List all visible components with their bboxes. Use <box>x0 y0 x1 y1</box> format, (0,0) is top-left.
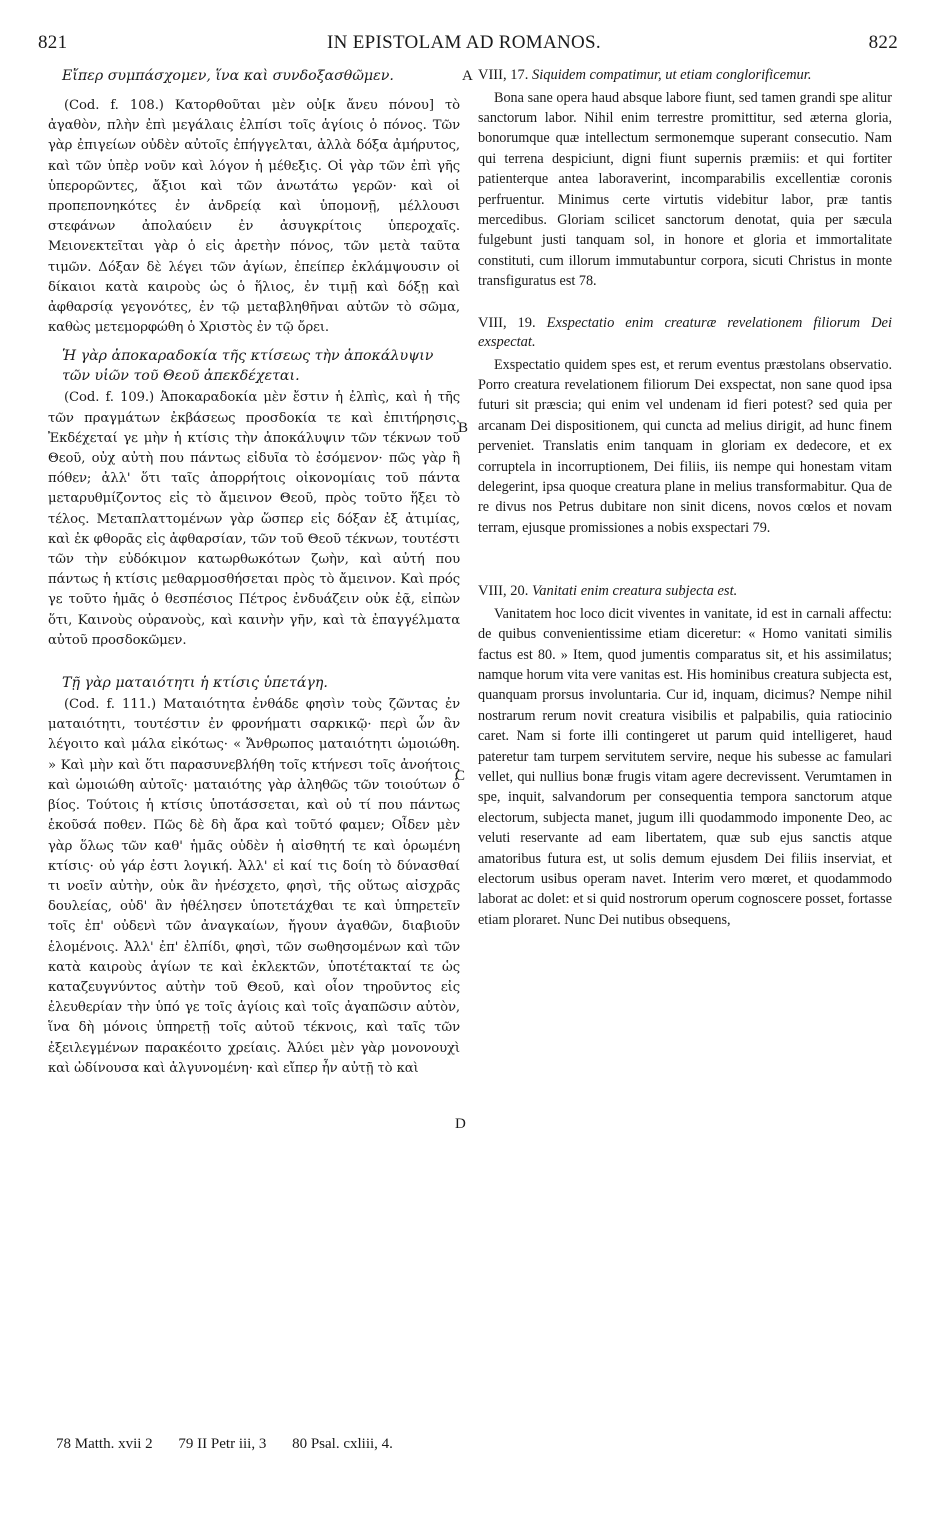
verse-reference: VIII, 20. <box>478 583 529 600</box>
section-marker-c: C <box>455 768 466 784</box>
verse-reference: VIII, 19. <box>478 314 536 331</box>
latin-commentary-2: Exspectatio quidem spes est, et rerum eventus præstolans observatio. Porro creatura revelationem filiorum Dei exspectat, non sane quod ipsa futuri sit præscia; qui enim vel undenam id fieri potest? sed quia per arcanam Dei dispositionem, qui cuncta ad melius dirigit, ad hunc finem perveniet. Translatis enim tanquam in gloriam ex dedecore, et ex corruptela in incorruptionem, Dei filiis, iis nempe qui honestam vitam delegerint, ipsa quoque creatura plane in melius transformabitur. Qua de re divus nos Petrus dubitare non sinit dicens, novos cœlos et novam terram, ejusque promissiones a nobis exspectari 79. <box>478 356 892 536</box>
verse-reference: VIII, 17. <box>478 67 529 83</box>
page-number-left: 821 <box>38 32 68 53</box>
lemma-text: Exspectatio enim creaturæ revelationem filiorum Dei exspectat. <box>478 314 893 351</box>
latin-lemma-3 <box>478 582 892 602</box>
latin-commentary-3: Vanitatem hoc loco dicit viventes in vanitate, id est in carnali affectu: de quibus convenientissime etiam diceretur: « Homo vanitati similis factus est 80. » Item, quod jumentis comparatus sit, et his assimilatus; namque horum vita vere vanitas est. His hominibus creatura subjecta est, quanquam prorsus involuntaria. Cur id, inquam, dicimus? Nempe nihil nostrarum rerum novit creatura visibilis et palpabilis, quia ratiocinio caret. Nam si forte illi contingeret ut parum quid intelligeret, haud pateretur tam turpem servitutem servire, neque his subesse ac famulari vellet, qui nullius bonæ frugis vitam agere decrevissent. Verumtamen in spe, inquit, salvandorum per consequentia tempora sanctorum atque electorum, subjecta manet, jugum illi quodammodo imponente Deo, ac veluti reservante ad eam libertatem, quæ sub ejus sanctis atque amatoribus futura est, ut solis demum ejusdem Dei filiis inserviat, et electorum usibus operam navet. Interim vero mœret, et quodammodo laborat ac dolet: et si quid nostrorum operum cognoscere posset, fortasse etiam ploraret. Nunc Dei nutibus obsequens, <box>478 605 892 928</box>
footnote-80: 80 Psal. cxliii, 4. <box>292 1436 393 1452</box>
latin-lemma-1 <box>478 66 892 86</box>
running-title: IN EPISTOLAM AD ROMANOS. <box>327 32 601 53</box>
section-marker-d: D <box>455 1116 466 1132</box>
latin-commentary-1: Bona sane opera haud absque labore fiunt, sed tamen grandi spe alitur sanctorum labor. Nihil enim terrestre promittitur, sed æterna gloria, bonorumque quæ intellectum sermonemque superant consecutio. Nam qui terrena despiciunt, digni fiunt supernis præmiis: et qui fortiter patienterque antea laboraverint, incomparabilis excellentiæ coronis perfruentur. Minimus certe virtutis videbitur labor, præ tantis mercedibus. Gloriam scilicet sanctorum denotat, quia per sæcula fulgebunt justi tanquam sol, in honore et gloria et immortalitate constituti, cum illorum immutabuntur corpora, sicuti Christus in monte transfiguratus est 78. <box>478 89 892 290</box>
page-number-right: 822 <box>868 32 898 53</box>
footnote-78: 78 Matth. xvii 2 <box>56 1436 153 1452</box>
latin-column <box>478 66 892 930</box>
greek-commentary-1: (Cod. f. 108.) Κατορθοῦται μὲν οὐ[κ ἄνευ πόνου] τὸ ἀγαθὸν, πλὴν ἐπὶ μεγάλαις ἐλπίσι τοῖς ἁγίοις ὁ πόνος. Τῶν γὰρ ἐπιγείων οὐδὲν αὐτοῖς ἐπήγγελται, ἀλλὰ δόξα ἀμήρυτος, καὶ τῶν ὑπὲρ νοῦν καὶ λόγον ἡ μέθεξις. Οἱ γὰρ τῶν ἐπὶ γῆς ὑπερορῶντες, ἄξιοι καὶ τῶν ἀνωτάτω γερῶν· καὶ οἱ προπεπονηκότες ἐν ἀνδρείᾳ καὶ ὑπομονῇ, μέλλουσι στεφάνων ἀπολαύειν ἐν ἀσυγκρίτοις ὑπεροχαῖς. Μειονεκτεῖται γὰρ ὁ εἰς ἀρετὴν πόνος, τῶν μετὰ ταῦτα τιμῶν. Δόξαν δὲ λέγει τῶν ἁγίων, ἐπείπερ ἐκλάμψουσιν οἱ δίκαιοι κατὰ καιροὺς ὡς ὁ ἥλιος, ἐν τιμῇ καὶ δόξῃ καὶ ἀφθαρσίᾳ γεγονότες, ἐν τῷ μεταβληθῆναι αὐτῶν τὸ σῶμα, καθὼς μετεμορφώθη ὁ Χριστὸς ἐν τῷ ὄρει. <box>48 98 460 336</box>
greek-commentary-3: (Cod. f. 111.) Ματαιότητα ἐνθάδε φησὶν τοὺς ζῶντας ἐν ματαιότητι, τουτέστιν ἐν φρονήματι σαρκικῷ· περὶ ὧν ἂν λέγοιτο καὶ μάλα εἰκότως· « Ἄνθρωπος ματαιότητι ὡμοιώθη. » Καὶ μὴν καὶ ὅτι παρασυνεβλήθη τοῖς κτήνεσι τοῖς ἀνοήτοις καὶ ὡμοιώθη αὐτοῖς· ματαιότης γὰρ ἀληθῶς τῶν τοιούτων ὁ βίος. Τούτοις ἡ κτίσις ὑποτάσσεται, καὶ οὐ τί που πάντως ἑκοῦσά ποθεν. Πῶς δὲ δὴ ἄρα καὶ τοῦτό φαμεν; Οἶδεν μὲν γὰρ ὅλως τῶν καθ' ἡμᾶς οὐδὲν ἡ αἰσθητή τε καὶ ὁρωμένη κτίσις· οὐ γάρ ἐστι λογική. Ἀλλ' εἰ καί τις δοίη τὸ δύνασθαί τι νοεῖν αὐτὴν, οὐκ ἂν ἠνέσχετο, φησὶ, τῆς οὕτως αἰσχρᾶς δουλείας, οὐδ' ἂν ἠθέλησεν ὑποτετάχθαι τε καὶ ὑπηρετεῖν τοῖς ἐπ' οὐδενὶ τῶν ἀναγκαίων, ἤγουν ἀγαθῶν, διαβιοῦν ἑλομένοις. Ἀλλ' ἐπ' ἐλπίδι, φησὶ, τῶν σωθησομένων καὶ τῶν κατὰ καιροὺς ἁγίων τε καὶ ἐκλεκτῶν, ὑποτέτακταί τε ὡς καταζευγνύντος αὐτὴν τοῦ Θεοῦ, καὶ οἷον τηροῦντος εἰς ἐλευθερίαν τὴν ὑπό γε τοῖς ἁγίοις καὶ τοῖς ἀγαπῶσιν αὐτὸν, ἵνα δὴ μόνοις ὑπηρετῇ τοῖς αὐτοῦ τέκνοις, καὶ ταῖς τῶν ἐξειλεγμένων παρακέοιτο χρείαις. Ἀλύει μὲν γὰρ μονονουχὶ καὶ ὠδίνουσα καὶ ἀλγυνομένη· καὶ εἴπερ ἦν αὐτῇ τὸ καὶ <box>48 697 460 1076</box>
greek-commentary-2: (Cod. f. 109.) Ἀποκαραδοκία μὲν ἔστιν ἡ ἐλπὶς, καὶ ἡ τῆς τῶν πραγμάτων ἐκβάσεως προσδοκία τε καὶ ἐπιτήρησις. Ἐκδέχεταί γε μὴν ἡ κτίσις τὴν ἀποκάλυψιν τῶν τέκνων τοῦ Θεοῦ, οὐχ αὐτὴ που πάντως εἰδυῖα τὸ ἐσόμενον· πῶς γὰρ ἢ πόθεν; ἀλλ' ὅτι ταῖς ἀπορρήτοις οἰκονομίαις τοῦ πάντα μεταρυθμίζοντος εἰς τὸ ἄμεινον Θεοῦ, πρὸς τοῦτο ἥξει τὸ τέλος. Μεταπλαττομένων γὰρ ὥσπερ εἰς δόξαν ἐξ ἀτιμίας, καὶ ἐκ φθορᾶς εἰς ἀφθαρσίαν, τῶν τοῦ Θεοῦ τέκνων, τουτέστι τῶν τὴν εὐδόκιμον κατωρθωκότων ζωὴν, καὶ αὐτή που πάντως ἡ κτίσις μεθαρμοσθήσεται πρὸς τὸ ἄμεινον. Καὶ πρός γε τοῦτο ἡμᾶς ὁ θεσπέσιος Πέτρος ἐνδυάζειν οὐκ ἐᾷ, εἰπὼν ὅτι, Καινοὺς οὐρανοὺς, καὶ καινὴν γῆν, καὶ τὰ ἐπαγγέλματα αὐτοῦ προσδοκῶμεν. <box>48 390 460 648</box>
greek-lemma-1: Εἴπερ συμπάσχομεν, ἵνα καὶ συνδοξασθῶμεν. <box>62 68 394 84</box>
greek-lemma-3: Τῇ γὰρ ματαιότητι ἡ κτίσις ὑπετάγη. <box>62 675 328 692</box>
section-marker-a: A <box>462 68 473 84</box>
section-marker-b: B <box>458 420 469 436</box>
greek-column <box>48 66 460 1079</box>
footnote-79: 79 II Petr iii, 3 <box>178 1436 267 1452</box>
greek-lemma-2: Ἡ γὰρ ἀποκαραδοκία τῆς κτίσεως τὴν ἀποκάλυψιν τῶν υἱῶν τοῦ Θεοῦ ἀπεκδέχεται. <box>62 348 434 385</box>
latin-lemma-2 <box>478 314 892 353</box>
lemma-text: Vanitati enim creatura subjecta est. <box>531 583 738 600</box>
footnotes <box>56 1436 415 1453</box>
lemma-text: Siquidem compatimur, ut etiam conglorificemur. <box>531 67 812 83</box>
